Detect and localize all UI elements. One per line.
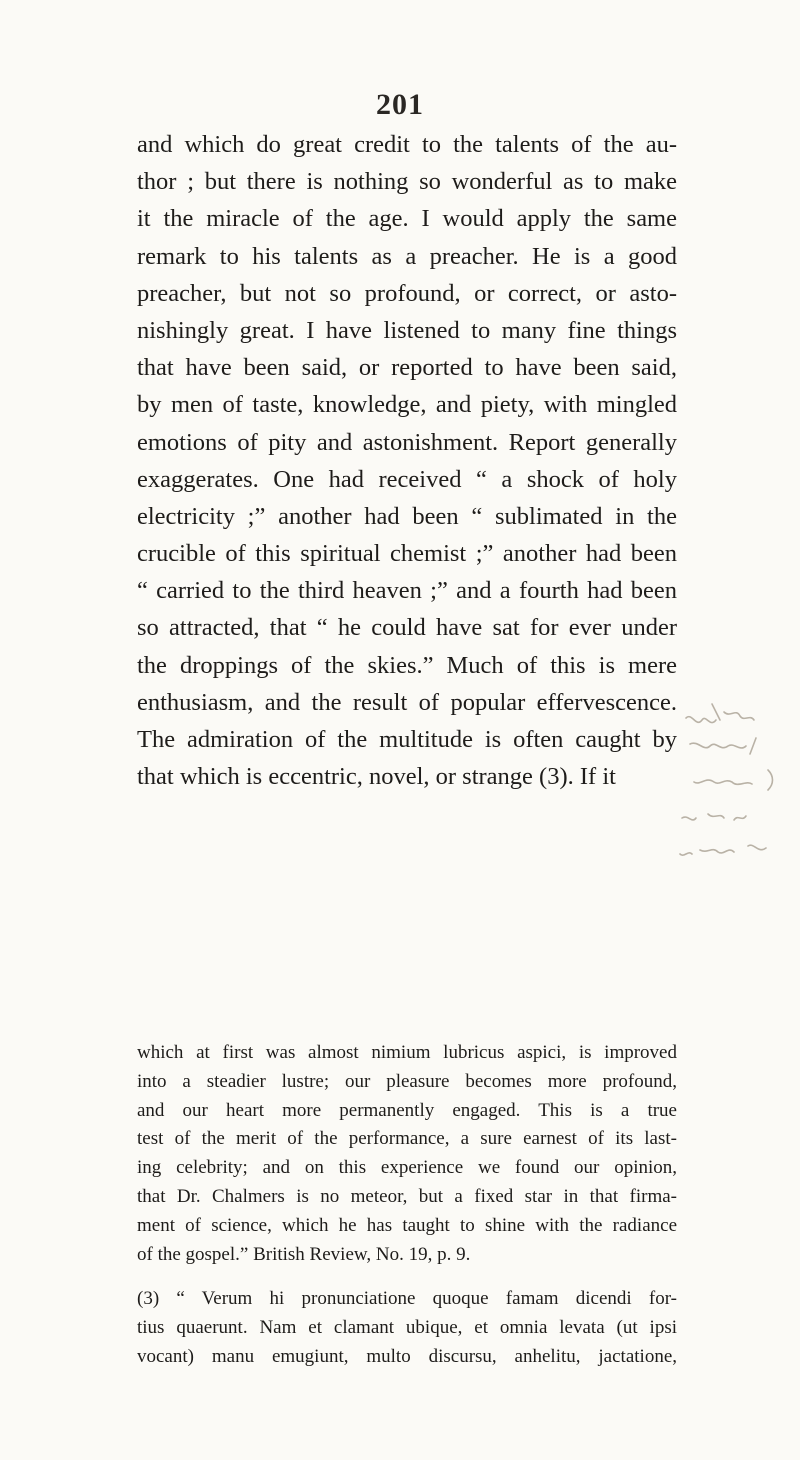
footnote-line: into a steadier lustre; our pleasure becomes more profound,: [137, 1070, 677, 1092]
footnote-3-line: vocant) manu emugiunt, multo discursu, anhelitu, jactatione,: [137, 1345, 677, 1367]
page-number: 201: [376, 88, 424, 121]
text-line: “ carried to the third heaven ;” and a fourth had been: [137, 577, 677, 605]
text-line: exaggerates. One had received “ a shock of holy: [137, 465, 677, 493]
footnote-line: and our heart more permanently engaged. This is a true: [137, 1099, 677, 1121]
footnote-line: ing celebrity; and on this experience we found our opinion,: [137, 1157, 677, 1179]
text-line: that which is eccentric, novel, or strange (3). If it: [137, 763, 616, 791]
margin-pencil-scribble: [672, 700, 800, 930]
text-line: that have been said, or reported to have been said,: [137, 354, 677, 382]
text-line: it the miracle of the age. I would apply the same: [137, 205, 677, 233]
text-line: crucible of this spiritual chemist ;” another had been: [137, 540, 677, 568]
text-line: thor ; but there is nothing so wonderful as to make: [137, 168, 677, 196]
text-line: emotions of pity and astonishment. Report generally: [137, 428, 677, 456]
footnote-3-line: tius quaerunt. Nam et clamant ubique, et omnia levata (ut ipsi: [137, 1317, 677, 1339]
footnote-line: that Dr. Chalmers is no meteor, but a fixed star in that firma-: [137, 1185, 677, 1207]
text-line: enthusiasm, and the result of popular effervescence.: [137, 688, 677, 716]
footnote-line: which at first was almost nimium lubricus aspici, is improved: [137, 1042, 677, 1063]
text-line: electricity ;” another had been “ sublimated in the: [137, 502, 677, 530]
text-line: so attracted, that “ he could have sat for ever under: [137, 614, 677, 642]
footnote-3-line: (3) “ Verum hi pronunciatione quoque famam dicendi for-: [137, 1288, 677, 1310]
text-line: by men of taste, knowledge, and piety, with mingled: [137, 391, 677, 419]
footnote-line: of the gospel.” British Review, No. 19, p. 9.: [137, 1243, 471, 1265]
text-line: remark to his talents as a preacher. He is a good: [137, 242, 677, 270]
main-text-block: [137, 126, 677, 795]
footnotes-block: [137, 1039, 677, 1372]
footnote-line: ment of science, which he has taught to shine with the radiance: [137, 1214, 677, 1236]
footnote-spacer: [137, 1269, 677, 1285]
text-line: The admiration of the multitude is often caught by: [137, 726, 677, 753]
text-line: and which do great credit to the talents of the au-: [137, 131, 677, 158]
text-line: nishingly great. I have listened to many fine things: [137, 316, 677, 344]
footnote-line: test of the merit of the performance, a sure earnest of its last-: [137, 1128, 677, 1150]
text-line: the droppings of the skies.” Much of this is mere: [137, 651, 677, 679]
text-line: preacher, but not so profound, or correct, or asto-: [137, 279, 677, 307]
